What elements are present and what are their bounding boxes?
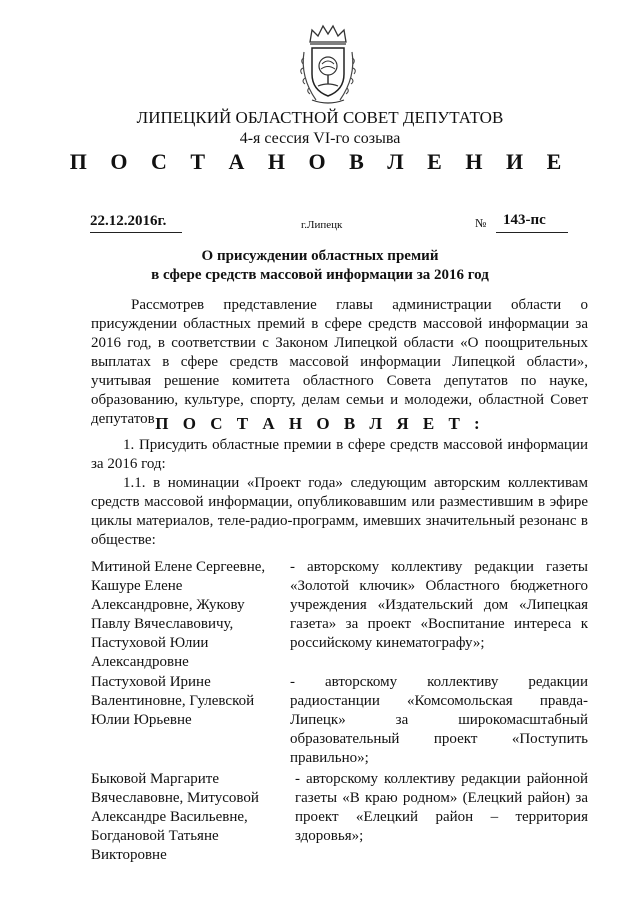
award-recipients: Митиной Елене Сергеевне, Кашуре Елене Александровне, Жукову Павлу Вячеславовичу, Пастуховой Юлии Александровне	[91, 559, 266, 670]
date-underline	[90, 232, 182, 233]
award-recipients: Пастуховой Ирине Валентиновне, Гулевской Юлии Юрьевне	[91, 674, 255, 728]
document-type: П О С Т А Н О В Л Е Н И Е	[69, 149, 571, 174]
coat-of-arms-icon	[298, 22, 358, 106]
document-number: 143-пс	[503, 212, 546, 228]
council-name: ЛИПЕЦКИЙ ОБЛАСТНОЙ СОВЕТ ДЕПУТАТОВ	[136, 108, 504, 127]
clause-1-1: 1.1. в номинации «Проект года» следующим авторским коллективам средств массовой информации, опубликовавшим или разместившим в эфире циклы материалов, теле-радио-программ, имевших значительный резонанс в обществе:	[91, 475, 588, 548]
resolves-heading: П О С Т А Н О В Л Я Е Т :	[155, 414, 485, 433]
preamble-paragraph: Рассмотрев представление главы администрации области о присуждении областных премий в сфере средств массовой информации за 2016 год, в соответствии с Законом Липецкой области «О поощрительных выплатах в сфере средств массовой информации Липецкой области», учитывая решение комитета областного Совета депутатов по науке, образованию, культуре, спорту, делам семьи и молодежи, областной Совет депутатов	[91, 297, 588, 427]
award-recipients: Быковой Маргарите Вячеславовне, Митусовой Александре Васильевне, Богдановой Татьяне Викторовне	[91, 771, 259, 863]
award-description: - авторскому коллективу редакции газеты «Золотой ключик» Областного бюджетного учреждения «Издательский дом «Липецкая газета» за проект «Воспитание интереса к российскому кинематографу»;	[290, 559, 588, 651]
session-info: 4-я сессия VI-го созыва	[239, 130, 401, 147]
document-title-line-2: в сфере средств массовой информации за 2016 год	[151, 267, 489, 283]
award-description: - авторскому коллективу редакции районной газеты «В краю родном» (Елецкий район) за проект «Елецкий район – территория здоровья»;	[295, 771, 588, 844]
clause-1: 1. Присудить областные премии в сфере средств массовой информации за 2016 год:	[91, 437, 588, 472]
document-title-line-1: О присуждении областных премий	[201, 248, 439, 264]
award-description: - авторскому коллективу редакции радиостанции «Комсомольская правда-Липецк» за широкомасштабный образовательный проект «Поступить правильно»;	[290, 674, 588, 766]
document-date: 22.12.2016г.	[90, 213, 167, 229]
number-underline	[496, 232, 568, 233]
document-city: г.Липецк	[301, 219, 343, 231]
number-sign: №	[475, 216, 487, 230]
